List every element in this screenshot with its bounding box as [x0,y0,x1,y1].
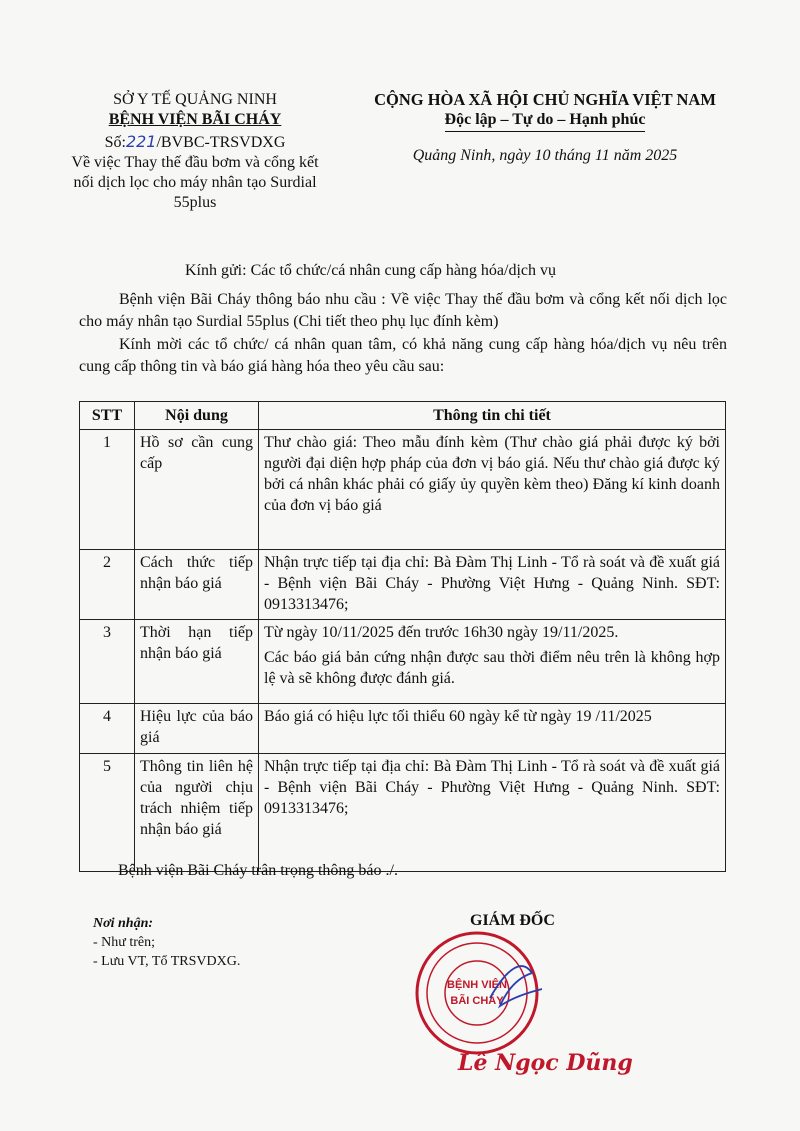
row-content: Hiệu lực của báo giá [135,704,259,754]
row-content: Cách thức tiếp nhận báo giá [135,550,259,620]
requirements-table [79,401,726,872]
row-detail: Nhận trực tiếp tại địa chỉ: Bà Đàm Thị Linh - Tổ rà soát và đề xuất giá - Bệnh viện Bãi Cháy - Phường Việt Hưng - Quảng Ninh. SĐT: 0913313476; [259,754,726,872]
row-detail: Thư chào giá: Theo mẫu đính kèm (Thư chào giá phải được ký bởi người đại diện hợp pháp của đơn vị báo giá. Nếu thư chào giá được ký bởi cá nhân khác phải có giấy ủy quyền kèm theo) Đăng kí kinh doanh của đơn vị báo giá [259,430,726,550]
column-header-detail: Thông tin chi tiết [259,402,726,430]
document-number [60,132,330,153]
row-content: Hồ sơ cần cung cấp [135,430,259,550]
row-stt: 4 [80,704,135,754]
column-header-stt: STT [80,402,135,430]
row-stt: 3 [80,620,135,704]
document-number-prefix: Số: [104,134,126,151]
recipient-item: - Như trên; [93,935,156,950]
column-header-content: Nội dung [135,402,259,430]
recipients-block [93,914,240,971]
row-detail [259,620,726,704]
announcement-paragraph: Bệnh viện Bãi Cháy thông báo nhu cầu : Về việc Thay thế đầu bơm và cổng kết nối dịch lọc cho máy nhân tạo Surdial 55plus (Chi tiết theo phụ lục đính kèm) [79,291,727,330]
row-detail: Báo giá có hiệu lực tối thiểu 60 ngày kể từ ngày 19 /11/2025 [259,704,726,754]
document-number-suffix: /BVBC-TRSVDXG [156,134,286,151]
header-right [320,90,770,166]
row-stt: 5 [80,754,135,872]
closing-statement: Bệnh viện Bãi Cháy trân trọng thông báo ./. [118,862,398,879]
row-content: Thông tin liên hệ của người chịu trách nhiệm tiếp nhận báo giá [135,754,259,872]
invitation-paragraph: Kính mời các tổ chức/ cá nhân quan tâm, có khả năng cung cấp hàng hóa/dịch vụ nêu trên cung cấp thông tin và báo giá hàng hóa theo yêu cầu sau: [79,336,727,375]
row-stt: 1 [80,430,135,550]
recipient-item: - Lưu VT, Tổ TRSVDXG. [93,954,241,969]
official-seal-icon [412,928,542,1058]
table-row [80,550,726,620]
document-date: Quảng Ninh, ngày 10 tháng 11 năm 2025 [412,147,678,164]
seal-text-line1: BỆNH VIỆN [447,979,507,991]
signer-title: GIÁM ĐỐC [470,912,555,929]
hospital-name: BỆNH VIỆN BÃI CHÁY [108,111,282,128]
department-name: SỞ Y TẾ QUẢNG NINH [113,91,277,108]
document-number-handwritten: 221 [125,132,157,151]
table-row [80,704,726,754]
document-subject: Về việc Thay thế đầu bơm và cổng kết nối dịch lọc cho máy nhân tạo Surdial 55plus [71,154,319,211]
national-title: CỘNG HÒA XÃ HỘI CHỦ NGHĨA VIỆT NAM [374,90,716,109]
table-row [80,754,726,872]
row-content: Thời hạn tiếp nhận báo giá [135,620,259,704]
row-detail: Nhận trực tiếp tại địa chỉ: Bà Đàm Thị Linh - Tổ rà soát và đề xuất giá - Bệnh viện Bãi Cháy - Phường Việt Hưng - Quảng Ninh. SĐT: 0913313476; [259,550,726,620]
row-detail-line: Từ ngày 10/11/2025 đến trước 16h30 ngày 19/11/2025. [264,624,619,641]
table-row [80,620,726,704]
addressee: Kính gửi: Các tổ chức/cá nhân cung cấp hàng hóa/dịch vụ [185,262,557,279]
national-motto: Độc lập – Tự do – Hạnh phúc [445,110,646,132]
recipients-label: Nơi nhận: [93,916,154,931]
signer-name: Lê Ngọc Dũng [458,1050,633,1076]
header-left [60,90,330,213]
row-detail-note: Các báo giá bản cứng nhận được sau thời điểm nêu trên là không hợp lệ và sẽ không được đánh giá. [264,649,720,687]
table-header-row [80,402,726,430]
seal-text-line2: BÃI CHÁY [450,995,504,1007]
row-stt: 2 [80,550,135,620]
table-row [80,430,726,550]
